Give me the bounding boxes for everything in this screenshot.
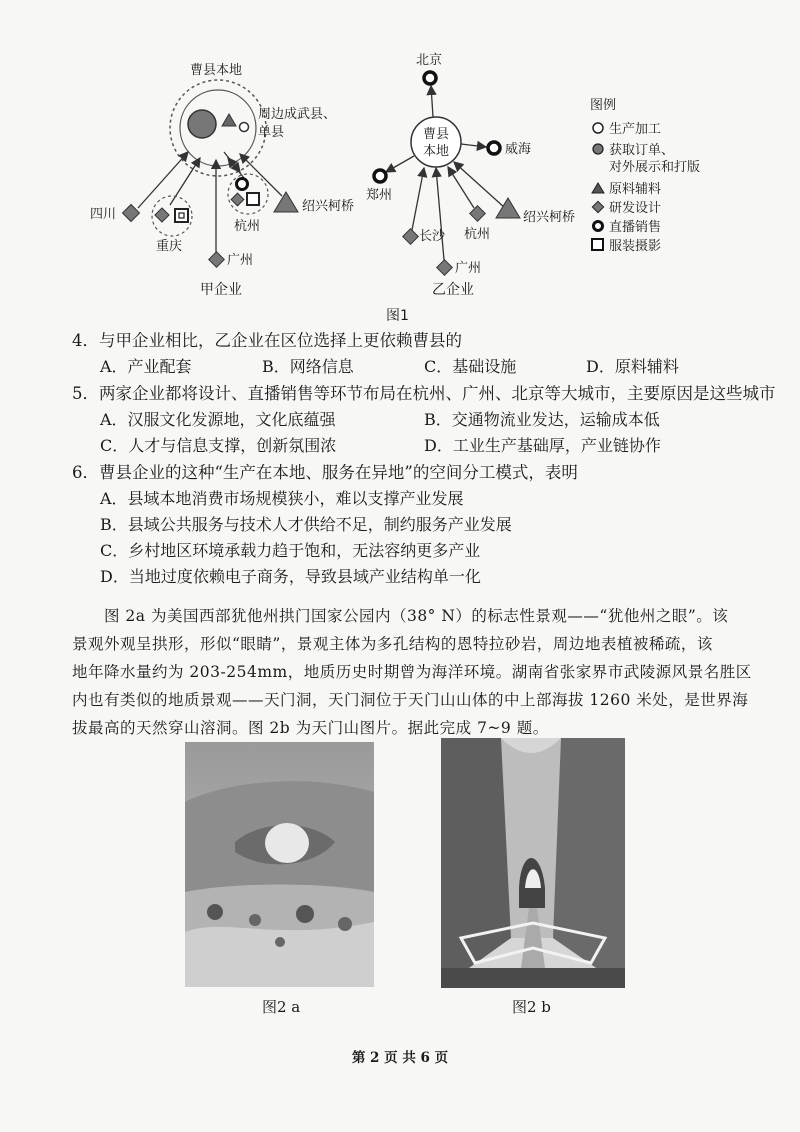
label-shaoxing-left: 绍兴柯桥 <box>302 199 355 214</box>
q5-option-a: A．汉服文化发源地，文化底蕴强 <box>100 410 336 429</box>
livestream-node-weihai <box>488 142 500 154</box>
arrow-hangzhou-right <box>448 167 474 208</box>
design-node-changsha <box>403 229 419 245</box>
photo-node-hangzhou <box>247 193 259 205</box>
figure-1-caption: 图1 <box>386 308 409 324</box>
photo-2b-tianmen-mountain <box>441 738 625 988</box>
question-4-stem: 4．与甲企业相比，乙企业在区位选择上更依赖曹县的 <box>72 331 462 350</box>
design-node-sichuan <box>123 205 140 222</box>
figure-1-diagram <box>0 0 800 330</box>
production-node <box>240 123 249 132</box>
local-zone-ring <box>170 80 266 176</box>
label-sichuan: 四川 <box>90 207 117 222</box>
q4-option-b: B．网络信息 <box>262 357 354 376</box>
arrow-zhengzhou <box>386 156 414 172</box>
q6-option-c: C．乡村地区环境承载力趋于饱和，无法容纳更多产业 <box>100 541 481 560</box>
legend-design-icon <box>592 201 603 212</box>
question-6-stem: 6．曹县企业的这种“生产在本地、服务在异地”的空间分工模式，表明 <box>72 463 578 482</box>
label-weihai: 威海 <box>505 142 532 157</box>
enterprise-jia-title: 甲企业 <box>200 282 242 298</box>
enterprise-yi-title: 乙企业 <box>432 282 474 298</box>
photo-2b-caption: 图2 b <box>512 998 551 1016</box>
label-guangzhou-right: 广州 <box>455 261 482 276</box>
page-footer: 第 2 页 共 6 页 <box>351 1050 449 1066</box>
legend-item-order: 获取订单、 <box>609 143 675 158</box>
raw-material-node-shaoxing-right <box>496 198 520 218</box>
raw-material-node-shaoxing <box>274 192 298 212</box>
arrow-beijing <box>431 86 433 117</box>
legend-photo-icon <box>592 239 603 250</box>
q6-option-b: B．县域公共服务与技术人才供给不足，制约服务产业发展 <box>100 515 512 534</box>
q4-option-a: A．产业配套 <box>100 357 192 376</box>
question-5-stem: 5．两家企业都将设计、直播销售等环节布局在杭州、广州、北京等大城市，主要原因是这些城市 <box>72 384 776 403</box>
legend-item-photo: 服装摄影 <box>609 239 662 254</box>
passage-line: 景观外观呈拱形，形似“眼睛”，景观主体为多孔结构的恩特拉砂岩，周边地表植被稀疏，该 <box>72 635 713 653</box>
arrow-hangzhou-out <box>224 152 240 172</box>
legend-item-livestream: 直播销售 <box>609 220 662 235</box>
arrow-weihai <box>461 144 486 147</box>
design-node-hangzhou-right <box>470 206 486 222</box>
arrow-guangzhou-right <box>436 168 444 260</box>
label-caoxian-local: 曹县本地 <box>190 63 243 78</box>
legend-item-design: 研发设计 <box>609 201 662 216</box>
photo-2a-utah-eye <box>185 742 374 987</box>
label-center-line2: 本地 <box>423 144 450 159</box>
legend-item-display: 对外展示和打版 <box>609 160 701 175</box>
label-nearby-shanxian: 单县 <box>258 125 285 140</box>
arrow-chongqing <box>170 158 200 205</box>
enterprise-jia-network <box>90 62 354 298</box>
label-nearby-counties: 周边成武县、 <box>258 107 337 122</box>
label-hangzhou-right: 杭州 <box>464 227 491 242</box>
label-center-line1: 曹县 <box>423 127 450 142</box>
order-display-node <box>188 110 216 138</box>
passage <box>72 602 752 742</box>
label-beijing: 北京 <box>416 53 443 68</box>
photo-2a-caption: 图2 a <box>262 998 301 1016</box>
q4-option-c: C．基础设施 <box>424 357 517 376</box>
legend-production-icon <box>593 123 603 133</box>
legend-order-icon <box>593 144 603 154</box>
raw-material-node <box>222 114 236 126</box>
passage-line: 图 2a 为美国西部犹他州拱门国家公园内（38° N）的标志性景观——“犹他州之眼”。该 <box>104 607 729 625</box>
arrow-shaoxing-right <box>454 162 505 208</box>
livestream-node-zhengzhou <box>374 170 386 182</box>
q6-option-d: D．当地过度依赖电子商务，导致县域产业结构单一化 <box>100 567 481 586</box>
arrow-changsha <box>412 168 424 230</box>
q4-option-d: D．原料辅料 <box>586 357 679 376</box>
label-hangzhou-left: 杭州 <box>234 219 261 234</box>
label-shaoxing-right: 绍兴柯桥 <box>523 210 576 225</box>
arrow-shaoxing <box>240 154 282 196</box>
caoxian-center-node <box>411 117 461 167</box>
passage-line: 内也有类似的地质景观——天门洞，天门洞位于天门山山体的中上部海拔 1260 米处，是世界海 <box>72 691 749 709</box>
photo-node-chongqing-inner <box>179 213 184 218</box>
label-chongqing: 重庆 <box>156 239 183 254</box>
passage-line: 拔最高的天然穿山溶洞。图 2b 为天门山图片。据此完成 7~9 题。 <box>72 719 549 737</box>
legend-livestream-icon <box>594 222 603 231</box>
passage-line: 地年降水量约为 203-254mm，地质历史时期曾为海洋环境。湖南省张家界市武陵源风景名胜区 <box>72 663 752 681</box>
legend-raw-material-icon <box>592 183 604 193</box>
legend-item-production: 生产加工 <box>609 122 662 137</box>
design-node-hangzhou <box>231 193 244 206</box>
q5-option-d: D．工业生产基础厚，产业链协作 <box>424 436 661 455</box>
enterprise-yi-network <box>366 52 575 298</box>
label-changsha: 长沙 <box>419 229 446 244</box>
legend-title: 图例 <box>590 98 617 113</box>
arrow-sichuan <box>138 152 188 208</box>
q5-option-c: C．人才与信息支撑，创新氛围浓 <box>100 436 337 455</box>
label-guangzhou-left: 广州 <box>227 253 254 268</box>
legend-item-raw-material: 原料辅料 <box>609 182 662 197</box>
design-node-chongqing <box>155 208 169 222</box>
design-node-guangzhou <box>209 252 225 268</box>
label-zhengzhou: 郑州 <box>366 188 393 203</box>
q6-option-a: A．县域本地消费市场规模狭小，难以支撑产业发展 <box>100 489 464 508</box>
legend <box>590 98 700 254</box>
q5-option-b: B．交通物流业发达，运输成本低 <box>424 410 660 429</box>
design-node-guangzhou-right <box>437 260 453 276</box>
livestream-node-hangzhou <box>237 179 248 190</box>
livestream-node-beijing <box>424 72 436 84</box>
